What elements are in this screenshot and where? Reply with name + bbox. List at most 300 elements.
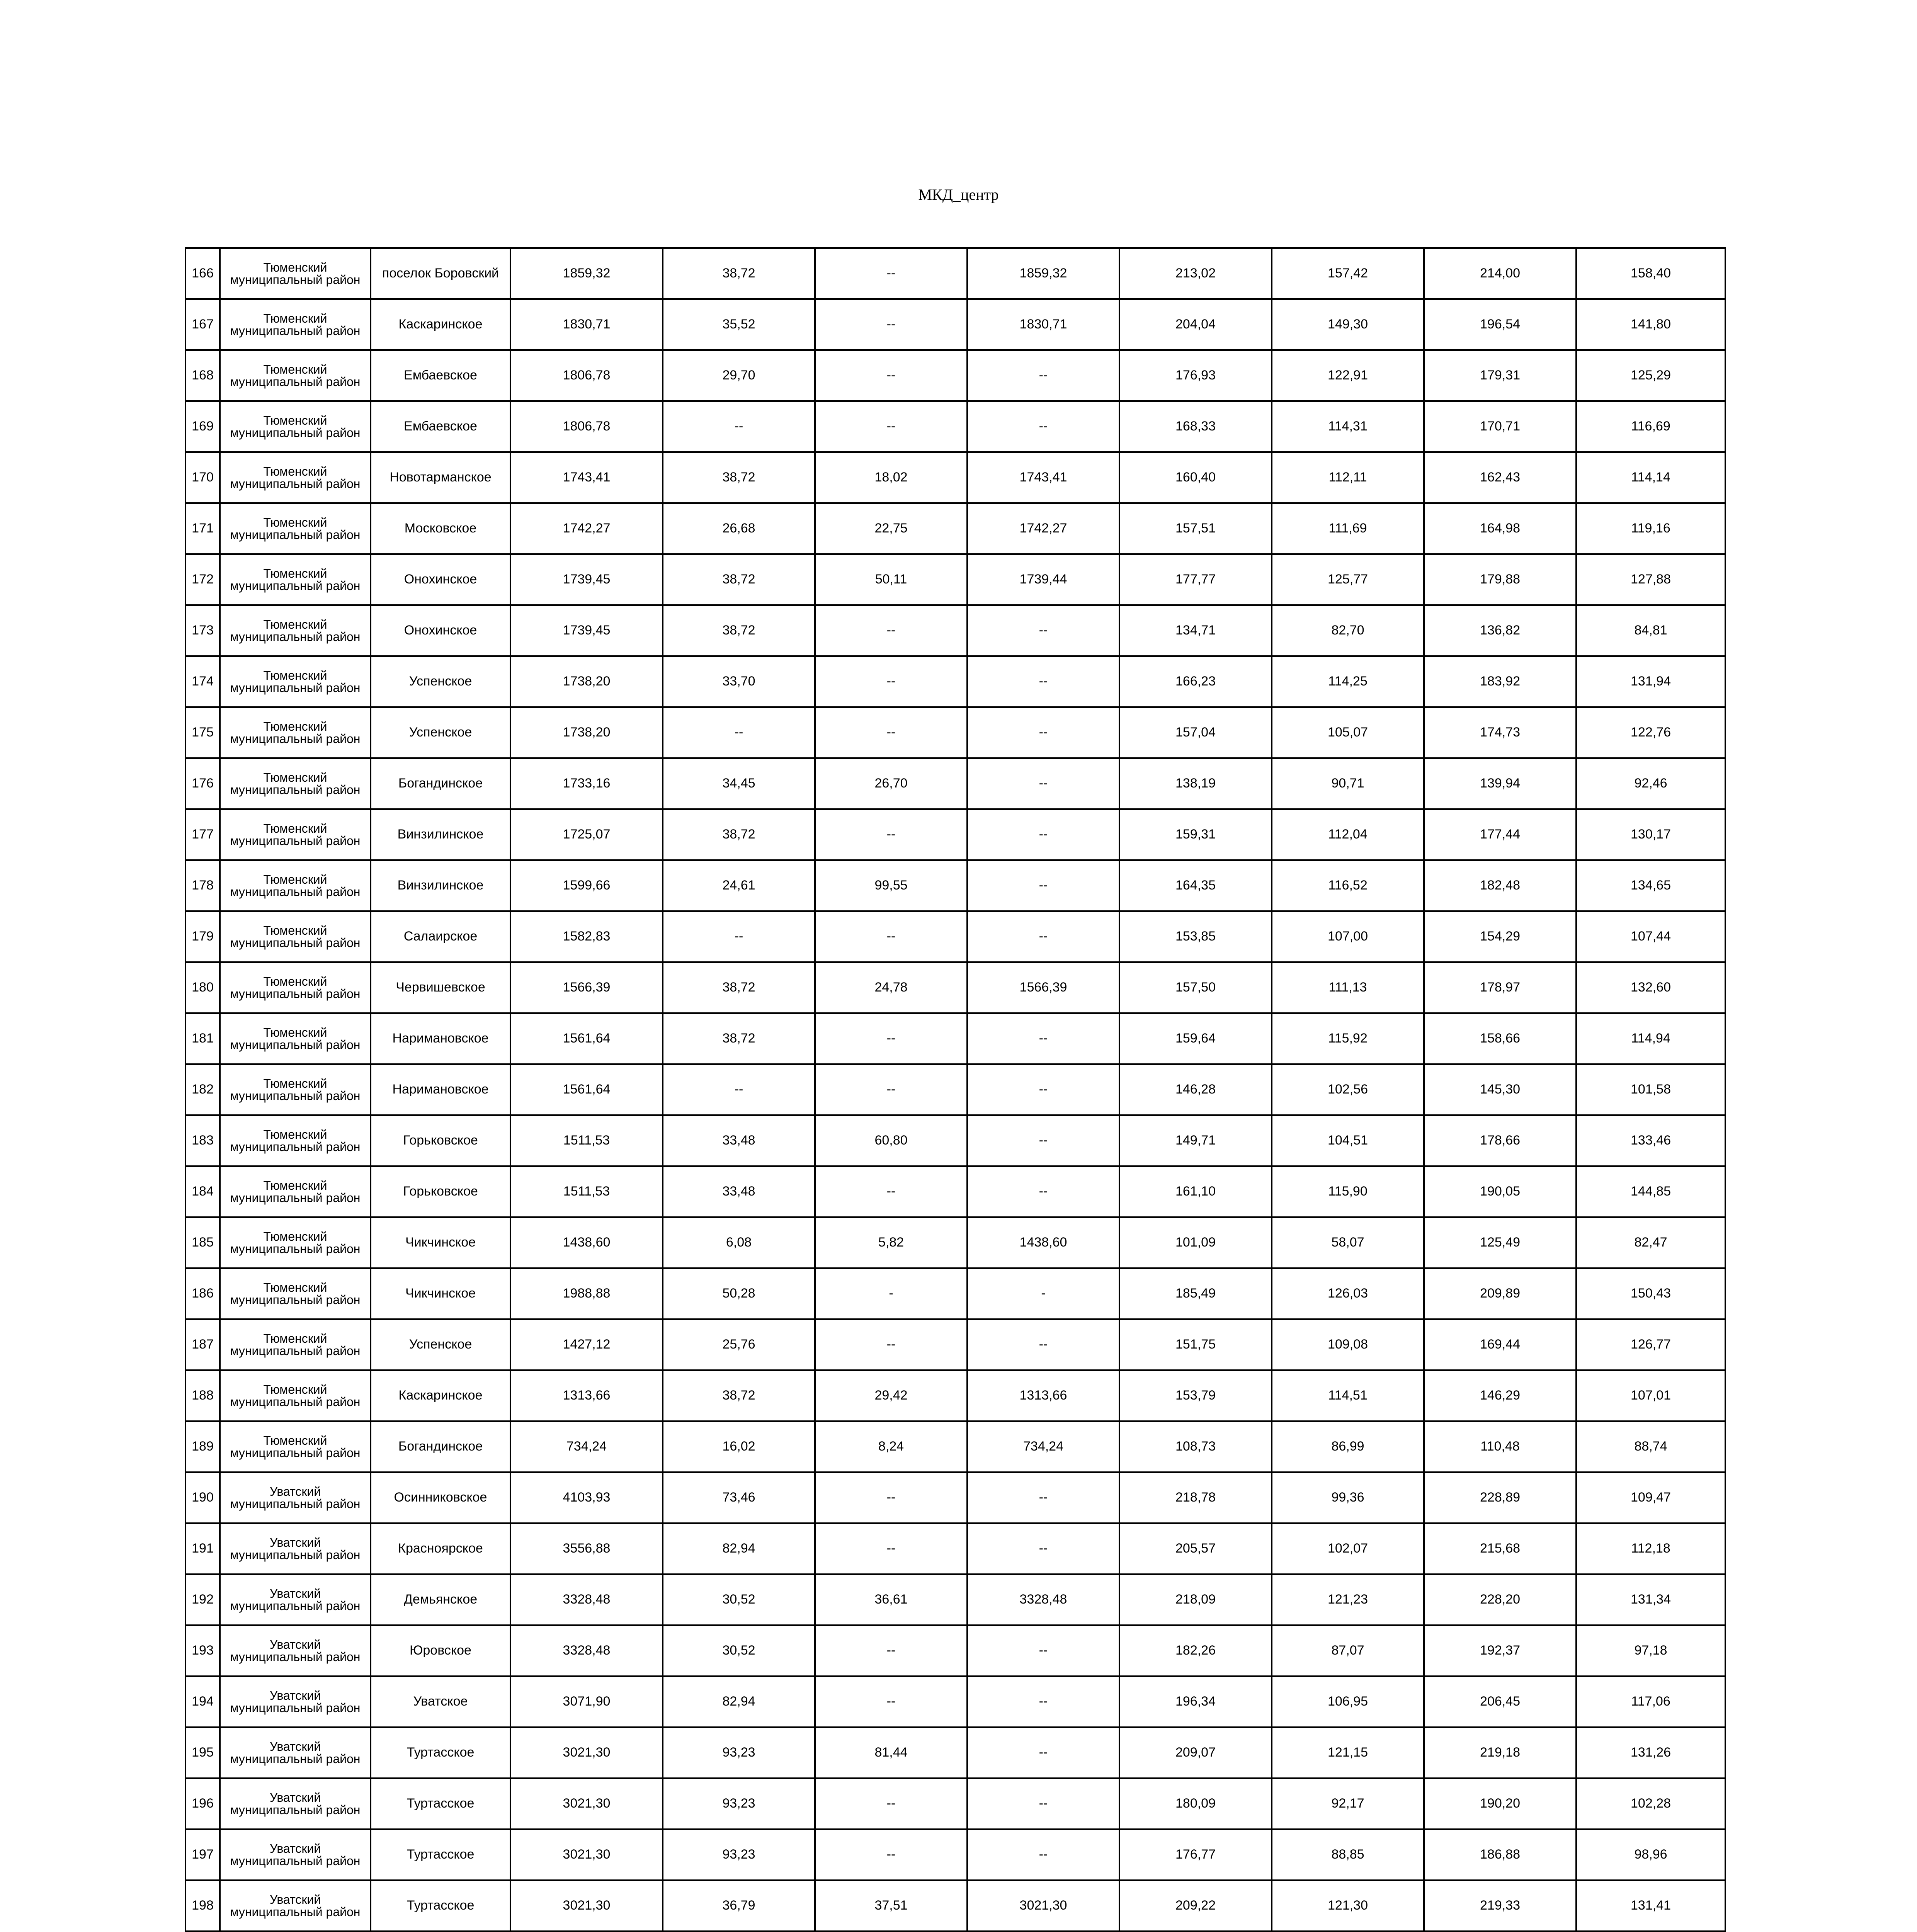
value-cell: 219,18 [1424,1727,1576,1778]
value-cell: -- [967,1064,1119,1115]
value-cell: 176,77 [1119,1829,1272,1880]
table-body [185,248,1725,1932]
value-cell: 138,19 [1119,758,1272,809]
table-row [185,809,1725,860]
value-cell: 114,51 [1272,1370,1424,1421]
value-cell: 1313,66 [510,1370,663,1421]
table-row [185,1472,1725,1523]
value-cell: 30,52 [663,1574,815,1625]
district-cell: Тюменский муниципальный район [220,1013,371,1064]
value-cell: 93,23 [663,1727,815,1778]
value-cell: 125,29 [1576,350,1725,401]
value-cell: 3328,48 [510,1574,663,1625]
row-number-cell: 197 [185,1829,220,1880]
value-cell: 1830,71 [967,299,1119,350]
value-cell: 38,72 [663,1013,815,1064]
value-cell: 3021,30 [510,1829,663,1880]
value-cell: 132,60 [1576,962,1725,1013]
value-cell: 1739,45 [510,554,663,605]
value-cell: 169,44 [1424,1319,1576,1370]
value-cell: -- [967,1625,1119,1676]
value-cell: -- [967,1727,1119,1778]
district-cell: Тюменский муниципальный район [220,1268,371,1319]
district-cell: Уватский муниципальный район [220,1523,371,1574]
settlement-cell: Салаирское [371,911,510,962]
value-cell: 157,51 [1119,503,1272,554]
value-cell: -- [663,401,815,452]
value-cell: 153,85 [1119,911,1272,962]
value-cell: -- [967,1778,1119,1829]
value-cell: 115,92 [1272,1013,1424,1064]
value-cell: 104,51 [1272,1115,1424,1166]
district-cell: Тюменский муниципальный район [220,656,371,707]
settlement-cell: Туртасское [371,1778,510,1829]
district-cell: Тюменский муниципальный район [220,860,371,911]
value-cell: 159,31 [1119,809,1272,860]
district-cell: Тюменский муниципальный район [220,554,371,605]
row-number-cell: 188 [185,1370,220,1421]
value-cell: 3556,88 [510,1523,663,1574]
row-number-cell: 193 [185,1625,220,1676]
value-cell: 114,94 [1576,1013,1725,1064]
row-number-cell: 181 [185,1013,220,1064]
value-cell: 38,72 [663,1370,815,1421]
value-cell: 170,71 [1424,401,1576,452]
value-cell: 734,24 [510,1421,663,1472]
row-number-cell: 166 [185,248,220,299]
value-cell: 111,69 [1272,503,1424,554]
value-cell: -- [815,1013,967,1064]
value-cell: 149,30 [1272,299,1424,350]
value-cell: 215,68 [1424,1523,1576,1574]
value-cell: 213,02 [1119,248,1272,299]
settlement-cell: Винзилинское [371,809,510,860]
value-cell: 218,78 [1119,1472,1272,1523]
value-cell: 183,92 [1424,656,1576,707]
row-number-cell: 194 [185,1676,220,1727]
value-cell: 33,48 [663,1166,815,1217]
district-cell: Тюменский муниципальный район [220,1421,371,1472]
value-cell: 1561,64 [510,1064,663,1115]
table-row [185,1319,1725,1370]
value-cell: 1743,41 [967,452,1119,503]
value-cell: 3071,90 [510,1676,663,1727]
value-cell: 177,44 [1424,809,1576,860]
value-cell: - [815,1268,967,1319]
value-cell: 177,77 [1119,554,1272,605]
district-cell: Тюменский муниципальный район [220,1166,371,1217]
value-cell: 178,66 [1424,1115,1576,1166]
value-cell: 107,44 [1576,911,1725,962]
value-cell: 112,04 [1272,809,1424,860]
value-cell: 205,57 [1119,1523,1272,1574]
value-cell: 35,52 [663,299,815,350]
value-cell: 162,43 [1424,452,1576,503]
district-cell: Уватский муниципальный район [220,1625,371,1676]
value-cell: 1599,66 [510,860,663,911]
district-cell: Тюменский муниципальный район [220,299,371,350]
value-cell: 157,50 [1119,962,1272,1013]
district-cell: Уватский муниципальный район [220,1574,371,1625]
value-cell: 122,91 [1272,350,1424,401]
value-cell: -- [815,1064,967,1115]
value-cell: 145,30 [1424,1064,1576,1115]
value-cell: 98,96 [1576,1829,1725,1880]
value-cell: 214,00 [1424,248,1576,299]
value-cell: 30,52 [663,1625,815,1676]
value-cell: -- [967,860,1119,911]
district-cell: Тюменский муниципальный район [220,809,371,860]
table-row [185,1778,1725,1829]
value-cell: 157,04 [1119,707,1272,758]
value-cell: -- [815,350,967,401]
value-cell: 1859,32 [510,248,663,299]
value-cell: 1438,60 [967,1217,1119,1268]
value-cell: 38,72 [663,452,815,503]
value-cell: 1806,78 [510,401,663,452]
value-cell: -- [815,1625,967,1676]
district-cell: Уватский муниципальный район [220,1778,371,1829]
table-row [185,1268,1725,1319]
row-number-cell: 169 [185,401,220,452]
value-cell: 186,88 [1424,1829,1576,1880]
settlement-cell: Успенское [371,707,510,758]
value-cell: 1566,39 [510,962,663,1013]
value-cell: 1725,07 [510,809,663,860]
data-table [185,247,1726,1932]
value-cell: 3328,48 [510,1625,663,1676]
value-cell: 1743,41 [510,452,663,503]
value-cell: -- [967,1472,1119,1523]
value-cell: 106,95 [1272,1676,1424,1727]
table-row [185,1880,1725,1931]
value-cell: 114,31 [1272,401,1424,452]
value-cell: 1511,53 [510,1115,663,1166]
value-cell: 228,20 [1424,1574,1576,1625]
settlement-cell: Ембаевское [371,401,510,452]
value-cell: 116,52 [1272,860,1424,911]
value-cell: 116,69 [1576,401,1725,452]
value-cell: 36,61 [815,1574,967,1625]
value-cell: 82,47 [1576,1217,1725,1268]
value-cell: -- [663,707,815,758]
value-cell: 131,34 [1576,1574,1725,1625]
value-cell: 36,79 [663,1880,815,1931]
table-row [185,1625,1725,1676]
value-cell: -- [815,299,967,350]
value-cell: 114,14 [1576,452,1725,503]
value-cell: 125,49 [1424,1217,1576,1268]
settlement-cell: Богандинское [371,758,510,809]
value-cell: 209,07 [1119,1727,1272,1778]
settlement-cell: Успенское [371,1319,510,1370]
table-row [185,860,1725,911]
table-row [185,1064,1725,1115]
value-cell: 3021,30 [967,1880,1119,1931]
district-cell: Тюменский муниципальный район [220,1115,371,1166]
value-cell: 218,09 [1119,1574,1272,1625]
value-cell: 1313,66 [967,1370,1119,1421]
value-cell: 82,94 [663,1523,815,1574]
value-cell: 22,75 [815,503,967,554]
value-cell: 1830,71 [510,299,663,350]
settlement-cell: Туртасское [371,1727,510,1778]
value-cell: 102,56 [1272,1064,1424,1115]
value-cell: 196,34 [1119,1676,1272,1727]
row-number-cell: 177 [185,809,220,860]
settlement-cell: Онохинское [371,554,510,605]
value-cell: 93,23 [663,1778,815,1829]
row-number-cell: 182 [185,1064,220,1115]
row-number-cell: 183 [185,1115,220,1166]
value-cell: 4103,93 [510,1472,663,1523]
row-number-cell: 175 [185,707,220,758]
table-row [185,707,1725,758]
value-cell: 87,07 [1272,1625,1424,1676]
value-cell: 126,77 [1576,1319,1725,1370]
table-row [185,1166,1725,1217]
value-cell: 190,05 [1424,1166,1576,1217]
value-cell: 1427,12 [510,1319,663,1370]
value-cell: -- [967,656,1119,707]
value-cell: -- [967,401,1119,452]
value-cell: 92,17 [1272,1778,1424,1829]
district-cell: Тюменский муниципальный район [220,758,371,809]
value-cell: 125,77 [1272,554,1424,605]
value-cell: 131,94 [1576,656,1725,707]
value-cell: 3021,30 [510,1778,663,1829]
value-cell: -- [815,707,967,758]
value-cell: 88,85 [1272,1829,1424,1880]
district-cell: Тюменский муниципальный район [220,962,371,1013]
settlement-cell: Горьковское [371,1115,510,1166]
value-cell: 126,03 [1272,1268,1424,1319]
value-cell: 3021,30 [510,1727,663,1778]
row-number-cell: 176 [185,758,220,809]
value-cell: 33,70 [663,656,815,707]
row-number-cell: 196 [185,1778,220,1829]
value-cell: 8,24 [815,1421,967,1472]
row-number-cell: 198 [185,1880,220,1931]
value-cell: 107,01 [1576,1370,1725,1421]
value-cell: 108,73 [1119,1421,1272,1472]
table-row [185,503,1725,554]
value-cell: 146,28 [1119,1064,1272,1115]
value-cell: 6,08 [663,1217,815,1268]
table-row [185,1574,1725,1625]
row-number-cell: 192 [185,1574,220,1625]
settlement-cell: Червишевское [371,962,510,1013]
district-cell: Тюменский муниципальный район [220,1217,371,1268]
row-number-cell: 185 [185,1217,220,1268]
settlement-cell: Наримановское [371,1064,510,1115]
table-row [185,1421,1725,1472]
value-cell: 97,18 [1576,1625,1725,1676]
value-cell: 1566,39 [967,962,1119,1013]
table-row [185,656,1725,707]
value-cell: -- [815,1166,967,1217]
value-cell: 190,20 [1424,1778,1576,1829]
table-row [185,452,1725,503]
district-cell: Тюменский муниципальный район [220,401,371,452]
table-row [185,911,1725,962]
table-row [185,1115,1725,1166]
value-cell: 33,48 [663,1115,815,1166]
value-cell: 166,23 [1119,656,1272,707]
district-cell: Тюменский муниципальный район [220,1319,371,1370]
value-cell: 109,47 [1576,1472,1725,1523]
value-cell: 1742,27 [967,503,1119,554]
value-cell: -- [967,1013,1119,1064]
value-cell: 164,98 [1424,503,1576,554]
value-cell: -- [967,707,1119,758]
value-cell: 182,26 [1119,1625,1272,1676]
settlement-cell: Юровское [371,1625,510,1676]
value-cell: -- [815,1523,967,1574]
value-cell: 141,80 [1576,299,1725,350]
value-cell: 38,72 [663,605,815,656]
value-cell: 121,15 [1272,1727,1424,1778]
district-cell: Уватский муниципальный район [220,1829,371,1880]
value-cell: 117,06 [1576,1676,1725,1727]
value-cell: 38,72 [663,248,815,299]
value-cell: 154,29 [1424,911,1576,962]
value-cell: 158,66 [1424,1013,1576,1064]
value-cell: 157,42 [1272,248,1424,299]
settlement-cell: Московское [371,503,510,554]
value-cell: 60,80 [815,1115,967,1166]
value-cell: 196,54 [1424,299,1576,350]
value-cell: 158,40 [1576,248,1725,299]
value-cell: 16,02 [663,1421,815,1472]
value-cell: 1738,20 [510,707,663,758]
row-number-cell: 172 [185,554,220,605]
value-cell: - [967,1268,1119,1319]
value-cell: 112,18 [1576,1523,1725,1574]
settlement-cell: Богандинское [371,1421,510,1472]
value-cell: -- [815,656,967,707]
district-cell: Тюменский муниципальный район [220,503,371,554]
value-cell: -- [815,248,967,299]
value-cell: 24,78 [815,962,967,1013]
row-number-cell: 170 [185,452,220,503]
value-cell: 1438,60 [510,1217,663,1268]
value-cell: 174,73 [1424,707,1576,758]
value-cell: 206,45 [1424,1676,1576,1727]
value-cell: 3021,30 [510,1880,663,1931]
value-cell: -- [967,809,1119,860]
settlement-cell: Успенское [371,656,510,707]
value-cell: 1859,32 [967,248,1119,299]
value-cell: 110,48 [1424,1421,1576,1472]
value-cell: 121,23 [1272,1574,1424,1625]
table-row [185,962,1725,1013]
value-cell: -- [967,1115,1119,1166]
value-cell: -- [967,1523,1119,1574]
value-cell: 38,72 [663,809,815,860]
value-cell: 18,02 [815,452,967,503]
row-number-cell: 191 [185,1523,220,1574]
row-number-cell: 190 [185,1472,220,1523]
value-cell: 90,71 [1272,758,1424,809]
value-cell: 136,82 [1424,605,1576,656]
row-number-cell: 184 [185,1166,220,1217]
row-number-cell: 171 [185,503,220,554]
value-cell: 112,11 [1272,452,1424,503]
district-cell: Тюменский муниципальный район [220,350,371,401]
value-cell: -- [967,1676,1119,1727]
row-number-cell: 187 [185,1319,220,1370]
value-cell: 139,94 [1424,758,1576,809]
value-cell: 144,85 [1576,1166,1725,1217]
value-cell: 50,28 [663,1268,815,1319]
value-cell: 209,22 [1119,1880,1272,1931]
settlement-cell: Чикчинское [371,1268,510,1319]
district-cell: Уватский муниципальный район [220,1676,371,1727]
value-cell: 734,24 [967,1421,1119,1472]
value-cell: 1738,20 [510,656,663,707]
value-cell: 29,42 [815,1370,967,1421]
settlement-cell: Уватское [371,1676,510,1727]
settlement-cell: Винзилинское [371,860,510,911]
value-cell: 159,64 [1119,1013,1272,1064]
value-cell: 102,28 [1576,1778,1725,1829]
value-cell: 84,81 [1576,605,1725,656]
value-cell: 122,76 [1576,707,1725,758]
value-cell: -- [815,809,967,860]
value-cell: 192,37 [1424,1625,1576,1676]
table-row [185,1013,1725,1064]
value-cell: 101,58 [1576,1064,1725,1115]
table-row [185,350,1725,401]
table-row [185,401,1725,452]
value-cell: -- [815,605,967,656]
value-cell: 99,36 [1272,1472,1424,1523]
value-cell: -- [663,911,815,962]
district-cell: Тюменский муниципальный район [220,707,371,758]
value-cell: 38,72 [663,554,815,605]
settlement-cell: Новотарманское [371,452,510,503]
table-row [185,1217,1725,1268]
value-cell: 37,51 [815,1880,967,1931]
value-cell: 130,17 [1576,809,1725,860]
settlement-cell: Туртасское [371,1880,510,1931]
value-cell: 25,76 [663,1319,815,1370]
table-row [185,1829,1725,1880]
value-cell: 73,46 [663,1472,815,1523]
value-cell: 160,40 [1119,452,1272,503]
value-cell: 1742,27 [510,503,663,554]
value-cell: 131,41 [1576,1880,1725,1931]
settlement-cell: Демьянское [371,1574,510,1625]
row-number-cell: 180 [185,962,220,1013]
settlement-cell: Чикчинское [371,1217,510,1268]
table-row [185,1727,1725,1778]
value-cell: 26,68 [663,503,815,554]
value-cell: -- [815,401,967,452]
row-number-cell: 167 [185,299,220,350]
value-cell: -- [967,1166,1119,1217]
value-cell: 82,94 [663,1676,815,1727]
settlement-cell: Осинниковское [371,1472,510,1523]
value-cell: -- [967,911,1119,962]
settlement-cell: поселок Боровский [371,248,510,299]
value-cell: 185,49 [1119,1268,1272,1319]
value-cell: 107,00 [1272,911,1424,962]
table-row [185,554,1725,605]
value-cell: 127,88 [1576,554,1725,605]
value-cell: 146,29 [1424,1370,1576,1421]
